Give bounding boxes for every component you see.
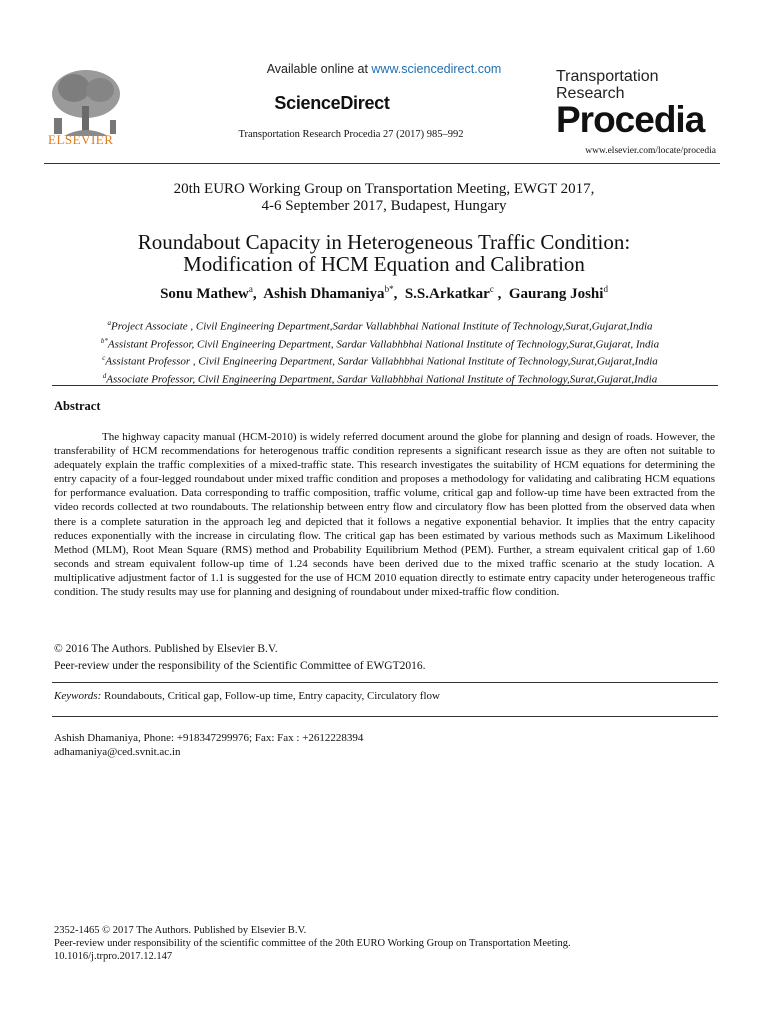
header-divider bbox=[44, 163, 720, 164]
conference-line2: 4-6 September 2017, Budapest, Hungary bbox=[261, 198, 507, 214]
keywords-text: Roundabouts, Critical gap, Follow-up time, Entry capacity, Circulatory flow bbox=[101, 690, 440, 702]
affiliation-line bbox=[60, 351, 700, 369]
abstract-top-divider bbox=[52, 385, 718, 386]
keywords-label: Keywords: bbox=[54, 690, 102, 702]
author-name: Gaurang Joshi bbox=[508, 286, 604, 302]
keywords-divider bbox=[52, 682, 718, 683]
paper-title bbox=[0, 231, 768, 275]
elsevier-wordmark: ELSEVIER bbox=[48, 132, 114, 147]
affil-text: Project Associate , Civil Engineering Department,Sardar Vallabhbhai National Institute of Technology,Surat,Gujarat,India bbox=[110, 320, 653, 333]
peer-review-notice: Peer-review under the responsibility of the Scientific Committee of EWGT2016. bbox=[54, 660, 426, 672]
author-list: Sonu Mathew$^a$, Ashish Dhamaniya$^{b*}$, S.S.Arkatkar$^c$ , Gaurang Joshi$^d$ bbox=[160, 284, 608, 302]
sciencedirect-wordmark: ScienceDirect bbox=[274, 93, 390, 113]
title-line2: Modification of HCM Equation and Calibration bbox=[183, 252, 585, 276]
affiliation-line bbox=[60, 334, 700, 352]
affil-mark: a bbox=[107, 319, 111, 327]
journal-logo-line2: Research bbox=[556, 85, 625, 102]
author-name: Sonu Mathew bbox=[160, 286, 249, 302]
affiliations bbox=[60, 316, 700, 387]
sciencedirect-link[interactable]: www.sciencedirect.com bbox=[371, 62, 502, 76]
affiliation-line bbox=[60, 369, 700, 387]
author-affil-mark: a bbox=[248, 284, 253, 294]
author-affil-mark: d bbox=[603, 284, 608, 294]
affil-text: Assistant Professor, Civil Engineering Department, Sardar Vallabhbhai National Institute of Technology,Surat,Gujarat, India bbox=[107, 338, 660, 351]
affiliation-line bbox=[60, 316, 700, 334]
conference-line1: 20th EURO Working Group on Transportation Meeting, EWGT 2017, bbox=[173, 181, 595, 197]
abstract-heading: Abstract bbox=[54, 399, 101, 413]
corresponding-author-phone: Ashish Dhamaniya, Phone: +918347299976; Fax: Fax : +2612228394 bbox=[54, 732, 364, 744]
author-affil-mark: c bbox=[489, 284, 494, 294]
corresponding-author-email[interactable]: adhamaniya@ced.svnit.ac.in bbox=[54, 746, 181, 758]
author-affil-mark: b* bbox=[384, 284, 394, 294]
copyright-notice: © 2016 The Authors. Published by Elsevier B.V. bbox=[54, 643, 278, 655]
footer-doi[interactable]: 10.1016/j.trpro.2017.12.147 bbox=[54, 951, 173, 962]
conference-info bbox=[0, 181, 768, 215]
affil-text: Associate Professor, Civil Engineering Department, Sardar Vallabhbhai National Institute of Technology,Surat,Gujarat,India bbox=[106, 373, 658, 386]
contact-divider bbox=[52, 716, 718, 717]
keywords bbox=[54, 690, 440, 702]
affil-mark: d bbox=[102, 371, 107, 380]
author-name: Ashish Dhamaniya bbox=[263, 286, 385, 302]
abstract-body bbox=[54, 430, 715, 599]
title-line1: Roundabout Capacity in Heterogeneous Traffic Condition: bbox=[137, 230, 631, 254]
author-name: S.S.Arkatkar bbox=[404, 286, 490, 302]
affil-text: Assistant Professor , Civil Engineering Department, Sardar Vallabhbhai National Institute of Technology,Surat,Gujarat,India bbox=[105, 355, 658, 368]
available-online-label: Available online at bbox=[266, 62, 372, 76]
journal-logo-line3: Procedia bbox=[556, 99, 705, 140]
footer-peer-review: Peer-review under responsibility of the scientific committee of the 20th EURO Working Group on Transportation Meeting. bbox=[54, 938, 571, 949]
journal-url[interactable]: www.elsevier.com/locate/procedia bbox=[585, 146, 716, 156]
affil-mark: c bbox=[102, 354, 106, 363]
affil-mark: b* bbox=[100, 336, 108, 345]
journal-reference: Transportation Research Procedia 27 (2017) 985–992 bbox=[238, 129, 464, 140]
abstract-text: The highway capacity manual (HCM-2010) is widely referred document around the globe for planning and design of roads. However, the transferability of HCM recommendations for heterogenous traffic condition represents a significant research issue as they are often not suitable to adequately explain the traffic complexities of a mixed-traffic state. This research investigates the suitability of HCM equations for determining the entry capacity of a four-legged roundabout under mixed traffic condition and proposes a methodology for validating and calibrating HCM equations for performance evaluation. Data corresponding to traffic composition, traffic volume, critical gap and follow-up time have been extracted from the video records collected at two roundabouts. The relationship between entry flow and circulatory flow has been plotted from the observed data when there is a complete saturation in the approach leg and depicted that it follows a negative exponential behavior. It implies that the entry capacity reduces exponentially with the increase in circulating flow. The critical gap has been estimated by various methods such as Maximum Likelihood Method (MLM), Root Mean Square (RMS) method and Probability Equilibrium Method (PEM). Further, a stream equivalent critical gap of 1.60 seconds and stream equivalent follow-up time of 1.24 seconds have been derived due to the mixed traffic scenario at the study location. A multiplicative adjustment factor of 1.1 is suggested for the use of HCM 2010 equation directly to estimate entry capacity under heterogeneous traffic condition. The study results may use for planning and designing of roundabout under mixed-traffic flow condition. bbox=[54, 431, 715, 599]
footer-issn: 2352-1465 © 2017 The Authors. Published by Elsevier B.V. bbox=[54, 925, 307, 936]
journal-logo-line1: Transportation bbox=[556, 68, 659, 85]
journal-logo bbox=[556, 68, 716, 138]
